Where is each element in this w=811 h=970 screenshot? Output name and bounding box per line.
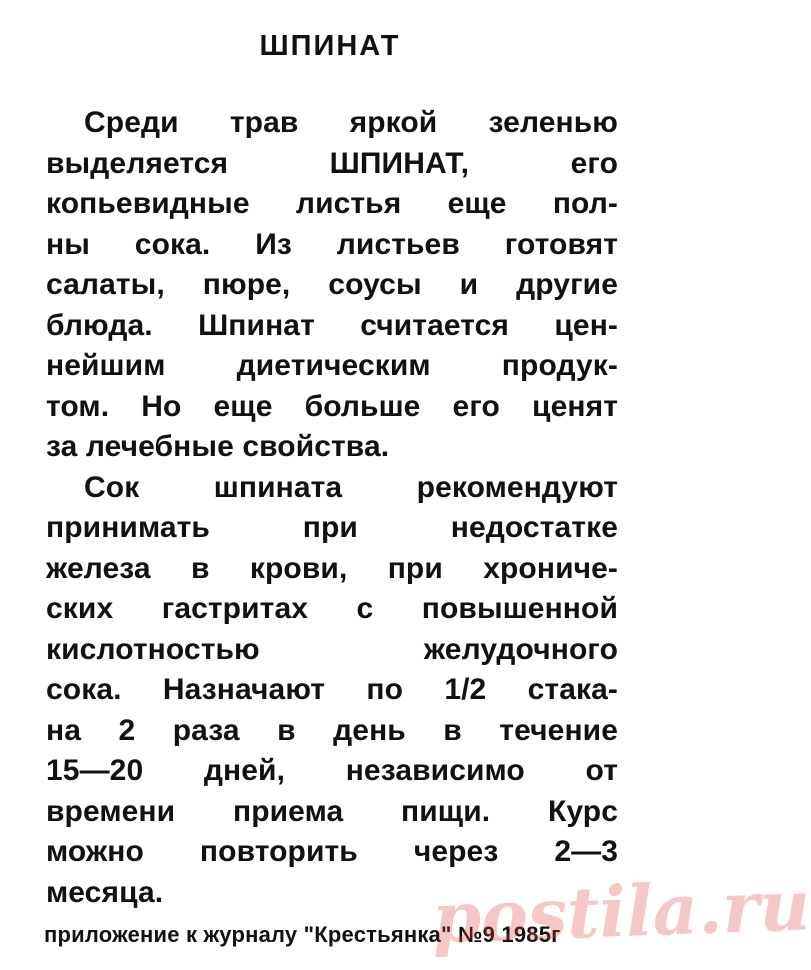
text-line: ны сока. Из листьев готовят bbox=[46, 227, 618, 261]
text-line: кислотностью желудочного bbox=[46, 632, 618, 666]
watermark-logo: postila.ru bbox=[430, 863, 811, 960]
text-line: сока. Назначают по 1/2 стака- bbox=[46, 673, 618, 706]
text-line: времени приема пищи. Курс bbox=[46, 794, 618, 828]
article-title: ШПИНАТ bbox=[259, 30, 401, 62]
text-line: салаты, пюре, соусы и другие bbox=[46, 268, 618, 301]
text-line: выделяется ШПИНАТ, его bbox=[46, 146, 618, 180]
text-line: месяца. bbox=[46, 875, 164, 909]
text-line: 15—20 дней, независимо от bbox=[46, 754, 618, 787]
text-line: Среди трав яркой зеленью bbox=[84, 106, 618, 139]
text-line: ских гастритах с повышенной bbox=[46, 592, 618, 625]
text-line: можно повторить через 2—3 bbox=[46, 835, 618, 868]
article-body bbox=[46, 103, 618, 913]
text-line: принимать при недостатке bbox=[46, 511, 618, 544]
text-line: за лечебные свойства. bbox=[46, 430, 390, 463]
text-line: Сок шпината рекомендуют bbox=[84, 470, 618, 504]
text-line: железа в крови, при хрониче- bbox=[46, 551, 618, 585]
text-line: блюда. Шпинат считается цен- bbox=[46, 308, 618, 342]
text-line: нейшим диетическим продук- bbox=[46, 349, 618, 382]
text-line: на 2 раза в день в течение bbox=[46, 713, 618, 747]
text-line: том. Но еще больше его ценят bbox=[46, 389, 618, 423]
source-caption: приложение к журналу "Крестьянка" №9 1985г bbox=[44, 922, 561, 947]
text-line: копьевидные листья еще пол- bbox=[46, 187, 618, 220]
